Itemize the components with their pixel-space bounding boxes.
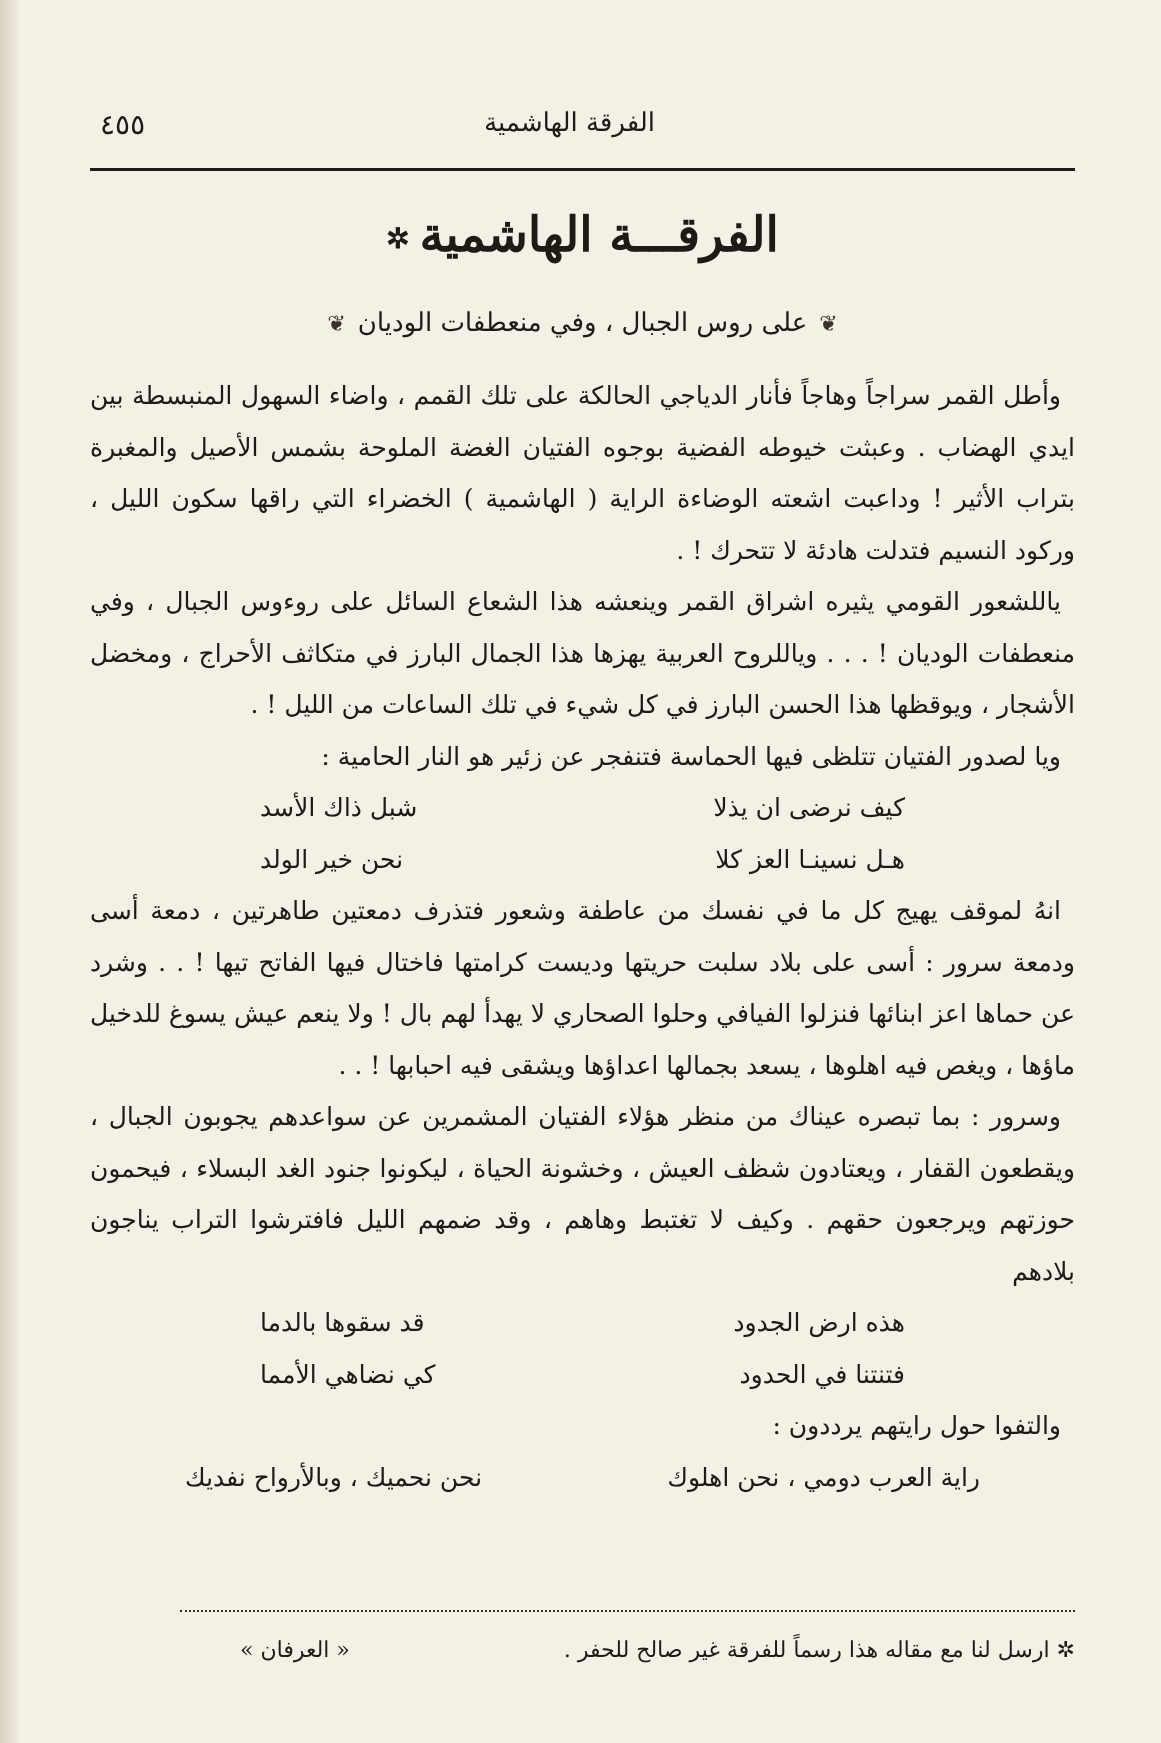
verse-line — [90, 1452, 1075, 1504]
running-header — [90, 108, 1075, 156]
verse-hemistich-left: قد سقوها بالدما — [260, 1308, 425, 1337]
verse-hemistich-right: فتنتنا في الحدود — [739, 1359, 905, 1389]
footnote-text: ✲ ارسل لنا مع مقاله هذا رسماً للفرقة غير صالح للحفر . — [563, 1638, 1075, 1663]
verse-hemistich-right: هذه ارض الجدود — [733, 1308, 905, 1337]
footnote-source: « العرفان » — [240, 1638, 350, 1663]
page-content — [90, 0, 1075, 1743]
article-title — [90, 205, 1075, 269]
paragraph: والتفوا حول رايتهم يرددون : — [772, 1411, 1061, 1440]
page-number: ٤٥٥ — [100, 108, 146, 141]
footnote-marker: ✲ — [386, 221, 410, 255]
verse-hemistich-left: نحن نحميك ، وبالأرواح نفديك — [185, 1462, 483, 1492]
footnote-divider — [180, 1610, 1075, 1612]
subtitle-text: على روس الجبال ، وفي منعطفات الوديان — [357, 308, 808, 338]
verse-hemistich-right: هـل نسينـا العز كلا — [715, 844, 905, 874]
header-rule — [90, 168, 1075, 171]
verse-hemistich-right: كيف نرضى ان يذلا — [713, 793, 905, 822]
article-subtitle — [90, 305, 1075, 343]
verse-line — [90, 834, 1075, 886]
verse-hemistich-right: راية العرب دومي ، نحن اهلوك — [667, 1462, 980, 1492]
page-spine-shadow — [0, 0, 18, 1743]
verse-hemistich-left: شبل ذاك الأسد — [260, 793, 418, 822]
verse-hemistich-left: كي نضاهي الأمما — [260, 1359, 436, 1389]
verse-line — [90, 782, 1075, 834]
paragraph: ويا لصدور الفتيان تتلظى فيها الحماسة فتنفجر عن زئير هو النار الحامية : — [321, 741, 1061, 771]
ornament-left-icon: ❦ — [327, 312, 346, 337]
running-title: الفرقة الهاشمية — [484, 108, 655, 138]
article-body — [90, 370, 1075, 1503]
ornament-right-icon: ❦ — [819, 312, 838, 337]
paragraph: ياللشعور القومي يثيره اشراق القمر وينعشه هذا الشعاع السائل على روءوس الجبال ، وفي منعطفات الوديان ! . . . وياللروح العربية يهزها هذا الجمال البارز في متكاثف الأحراج ، ومخضل الأشجار ، ويوقظها هذا الحسن البارز في كل شيء في تلك الساعات من الليل ! . — [90, 587, 1075, 719]
paragraph: انهُ لموقف يهيج كل ما في نفسك من عاطفة وشعور فتذرف دمعتين طاهرتين ، دمعة أسى ودمعة سرور : أسى على بلاد سلبت حريتها وديست كرامتها فاختال فيها الفاتح تيها ! . . وشرد عن حماها اعز ابنائها فنزلوا الفيافي وحلوا الصحاري لا يهدأ لهم بال ! ولا ينعم عيش يسوغ للدخيل ماؤها ، ويغص فيه اهلوها ، يسعد بجمالها اعداؤها ويشقى فيه احبابها ! . . — [90, 896, 1075, 1080]
paragraph: وأطل القمر سراجاً وهاجاً فأنار الدياجي الحالكة على تلك القمم ، واضاء السهول المنبسطة بين ايدي الهضاب . وعبثت خيوطه الفضية بوجوه الفتيان الغضة الملوحة بشمس الأصيل والمغبرة بتراب الأثير ! وداعبت اشعته الوضاءة الراية ( الهاشمية ) الخضراء التي راقها سكون الليل ، وركود النسيم فتدلت هادئة لا تتحرك ! . — [90, 381, 1075, 565]
verse-hemistich-left: نحن خير الولد — [260, 844, 404, 874]
article-title-text: الفرقـــة الهاشمية — [419, 207, 779, 263]
verse-line — [90, 1349, 1075, 1401]
paragraph: وسرور : بما تبصره عيناك من منظر هؤلاء الفتيان المشمرين عن سواعدهم يجوبون الجبال ، ويقطعون القفار ، ويعتادون شظف العيش ، وخشونة الحياة ، ليكونوا جنود الغد البسلاء ، فيحمون حوزتهم ويرجعون حقهم . وكيف لا تغتبط وهاهم ، وقد ضمهم الليل فافترشوا التراب يناجون بلادهم — [90, 1102, 1075, 1286]
verse-line — [90, 1297, 1075, 1349]
